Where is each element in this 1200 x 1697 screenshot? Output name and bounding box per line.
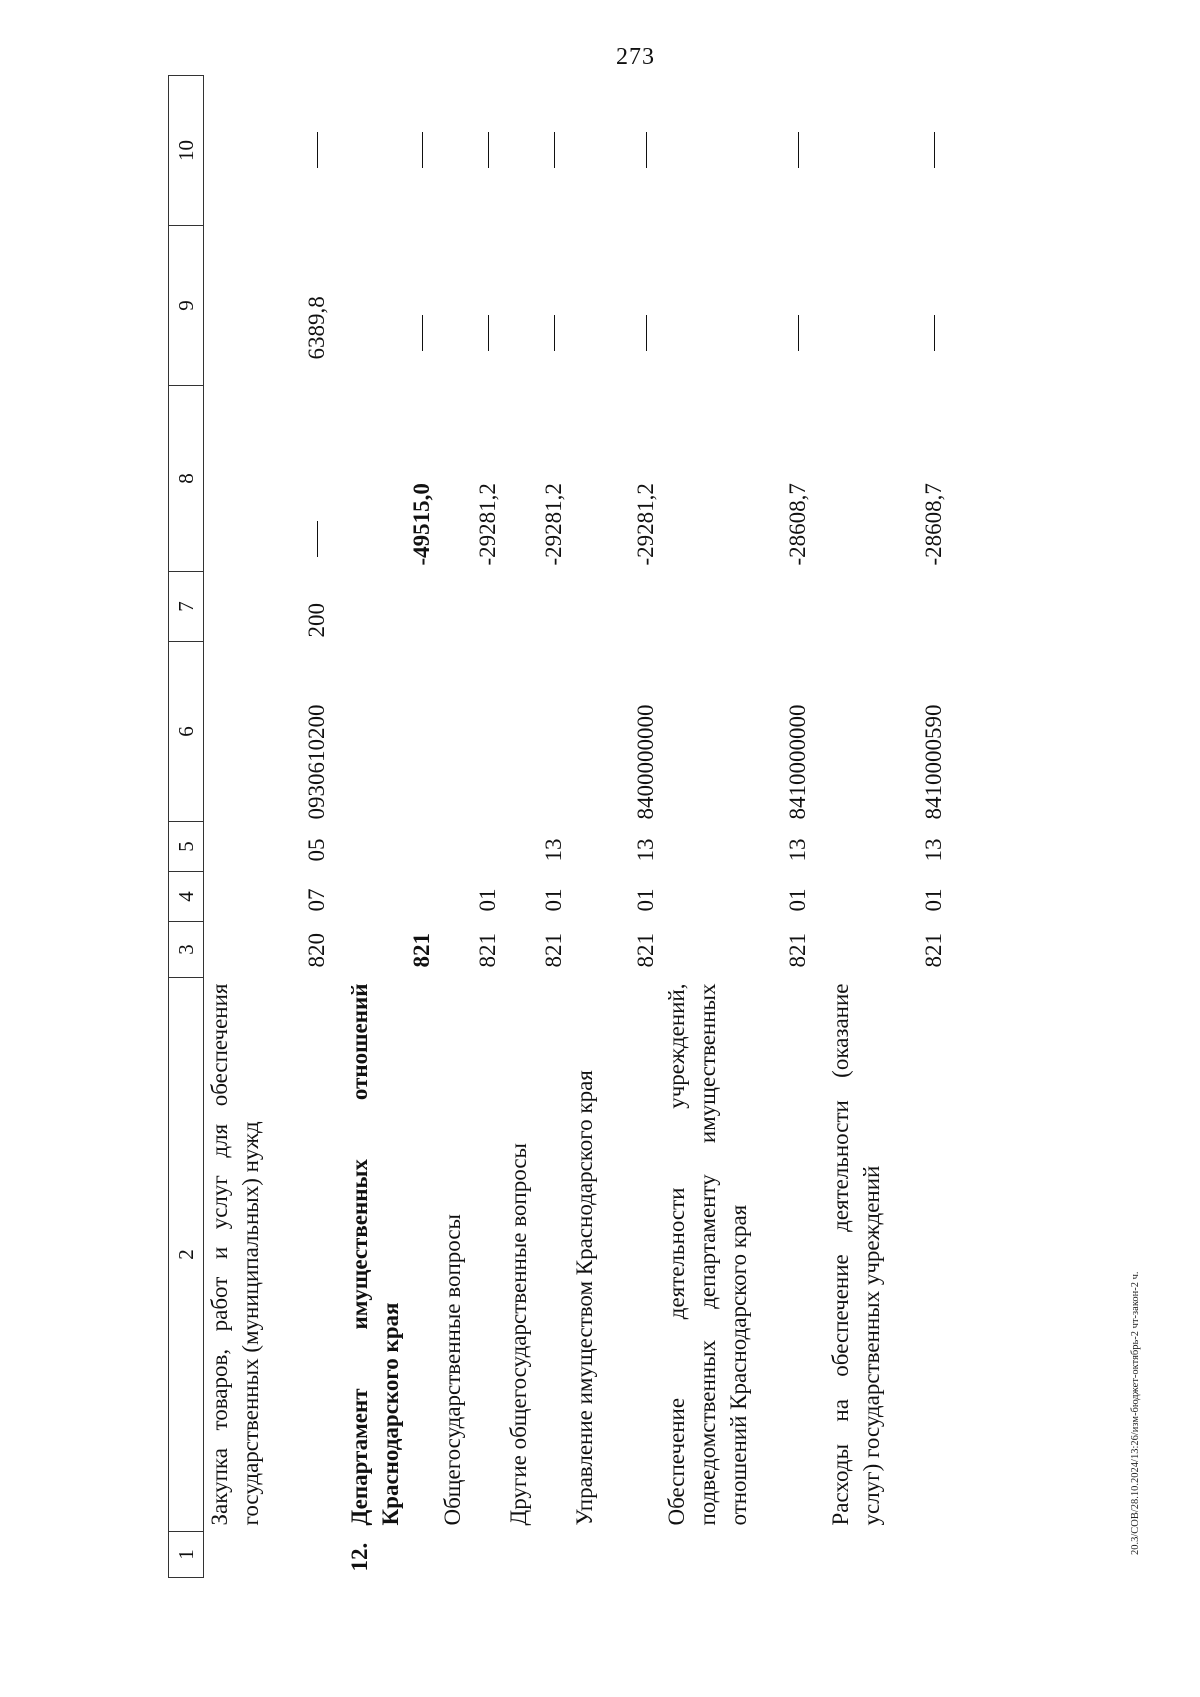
row-description: Расходы на обеспечение деятельности (оказание услуг) государственных учреждений	[828, 983, 884, 1526]
cell-col9	[503, 226, 569, 386]
cell-subsection: 13	[921, 838, 946, 862]
budget-table	[168, 75, 949, 1578]
cell-section: 07	[304, 888, 329, 912]
dash-mark	[934, 316, 935, 352]
cell-section	[332, 872, 437, 922]
row-number: 12.	[347, 1542, 372, 1572]
cell-ministry-code: 821	[409, 933, 434, 968]
cell-expense-type: 200	[304, 603, 329, 638]
cell-col10	[813, 76, 949, 226]
footer-code: 20.3/СОВ/28.10.2024/13:26/изм-бюджет-октябрь-2 чт-закон-2 ч.	[1130, 1271, 1141, 1555]
cell-target-article: 8410000000	[785, 704, 810, 820]
row-number	[569, 1532, 661, 1578]
cell-col8: -29281,2	[475, 483, 500, 566]
dash-mark	[934, 133, 935, 169]
cell-col9	[569, 226, 661, 386]
cell-col8: -28608,7	[785, 483, 810, 566]
dash-mark	[422, 133, 423, 169]
cell-col10	[437, 76, 503, 226]
cell-ministry-code: 821	[785, 933, 810, 968]
cell-col8: -29281,2	[633, 483, 658, 566]
row-description: Закупка товаров, работ и услуг для обеспечения государственных (муниципальных) нужд	[207, 983, 263, 1526]
cell-col10	[332, 76, 437, 226]
cell-col9	[661, 226, 813, 386]
table-row	[204, 76, 333, 1578]
cell-col10	[569, 76, 661, 226]
dash-mark	[798, 316, 799, 352]
row-number	[661, 1532, 813, 1578]
cell-target-article	[503, 642, 569, 822]
table-row	[332, 76, 437, 1578]
table-row	[437, 76, 503, 1578]
cell-section: 01	[633, 888, 658, 912]
dash-mark	[646, 316, 647, 352]
cell-col10	[204, 76, 333, 226]
header-col-5: 5	[169, 822, 204, 872]
row-description: Общегосударственные вопросы	[440, 1214, 465, 1526]
header-col-7: 7	[169, 572, 204, 642]
cell-col9: 6389,8	[304, 296, 329, 360]
cell-section: 01	[921, 888, 946, 912]
cell-col10	[503, 76, 569, 226]
header-col-3: 3	[169, 922, 204, 978]
cell-col8: -49515,0	[409, 483, 434, 566]
cell-subsection	[437, 822, 503, 872]
cell-subsection	[332, 822, 437, 872]
cell-subsection: 13	[633, 838, 658, 862]
cell-col8: -28608,7	[921, 483, 946, 566]
cell-ministry-code: 821	[633, 933, 658, 968]
cell-col9	[437, 226, 503, 386]
row-number	[813, 1532, 949, 1578]
page-number: 273	[616, 44, 655, 70]
table-row	[503, 76, 569, 1578]
header-col-6: 6	[169, 642, 204, 822]
row-description: Управление имуществом Краснодарского края	[572, 1070, 597, 1526]
header-col-1: 1	[169, 1532, 204, 1578]
table-row	[569, 76, 661, 1578]
row-number	[437, 1532, 503, 1578]
cell-target-article: 8400000000	[633, 704, 658, 820]
cell-ministry-code: 821	[475, 933, 500, 968]
cell-section: 01	[475, 888, 500, 912]
dash-mark	[646, 133, 647, 169]
header-col-4: 4	[169, 872, 204, 922]
header-col-9: 9	[169, 226, 204, 386]
cell-expense-type	[813, 572, 949, 642]
cell-target-article	[332, 642, 437, 822]
dash-mark	[798, 133, 799, 169]
dash-mark	[317, 133, 318, 169]
cell-ministry-code: 821	[921, 933, 946, 968]
row-number	[503, 1532, 569, 1578]
cell-subsection: 05	[304, 838, 329, 862]
dash-mark	[488, 133, 489, 169]
cell-expense-type	[569, 572, 661, 642]
dash-mark	[488, 316, 489, 352]
cell-col10	[661, 76, 813, 226]
cell-section: 01	[541, 888, 566, 912]
table-row	[813, 76, 949, 1578]
row-description: Обеспечение деятельности учреждений, подведомственных департаменту имущественных отношений Краснодарского края	[664, 983, 751, 1526]
cell-col9	[813, 226, 949, 386]
row-description: Другие общегосударственные вопросы	[506, 1143, 531, 1526]
header-col-8: 8	[169, 386, 204, 572]
cell-col8: -29281,2	[541, 483, 566, 566]
dash-mark	[554, 133, 555, 169]
dash-mark	[317, 522, 318, 558]
cell-section: 01	[785, 888, 810, 912]
header-col-10: 10	[169, 76, 204, 226]
dash-mark	[422, 316, 423, 352]
cell-col9	[332, 226, 437, 386]
budget-table-container	[168, 76, 1093, 1578]
cell-ministry-code: 821	[541, 933, 566, 968]
header-col-2: 2	[169, 978, 204, 1532]
cell-col8	[204, 386, 333, 572]
cell-target-article: 0930610200	[304, 704, 329, 820]
table-row	[661, 76, 813, 1578]
dash-mark	[554, 316, 555, 352]
row-description: Департамент имущественных отношений Краснодарского края	[347, 983, 403, 1526]
cell-subsection: 13	[785, 838, 810, 862]
cell-ministry-code: 820	[304, 933, 329, 968]
table-header-row	[169, 76, 204, 1578]
row-number	[204, 1532, 333, 1578]
cell-expense-type	[503, 572, 569, 642]
cell-expense-type	[661, 572, 813, 642]
cell-expense-type	[332, 572, 437, 642]
cell-subsection: 13	[541, 838, 566, 862]
cell-expense-type	[437, 572, 503, 642]
cell-target-article	[437, 642, 503, 822]
cell-target-article: 8410000590	[921, 704, 946, 820]
